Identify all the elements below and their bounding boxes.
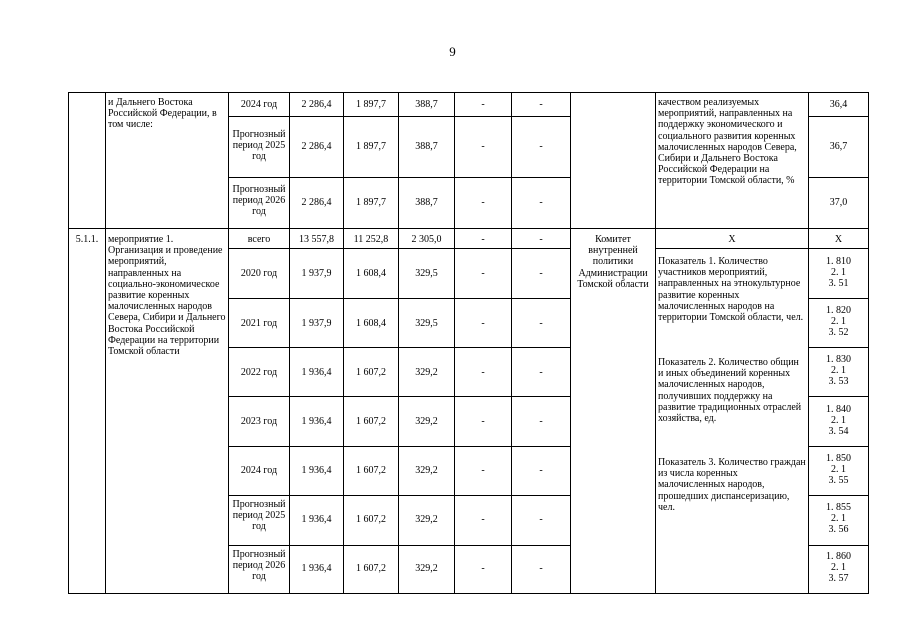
total-cell: 2 286,4 <box>301 141 332 152</box>
year-cell: всего <box>247 234 271 245</box>
regional-cell: 388,7 <box>415 197 438 208</box>
target-line: 2. 1 <box>831 513 846 525</box>
other-cell: - <box>539 268 543 279</box>
local-cell: - <box>481 99 485 110</box>
local-cell: - <box>481 416 485 427</box>
target-values <box>809 453 868 487</box>
program-name-continued: и Дальнего Востока Российской Федерации, в том числе: <box>108 97 217 131</box>
regional-cell: 329,2 <box>415 563 438 574</box>
year-cell: 2023 год <box>240 416 278 427</box>
other-cell: - <box>539 563 543 574</box>
year-cell: 2020 год <box>240 268 278 279</box>
regional-cell: 2 305,0 <box>411 234 442 245</box>
local-cell: - <box>481 197 485 208</box>
target-values <box>809 404 868 438</box>
regional-cell: 329,2 <box>415 514 438 525</box>
local-cell: - <box>481 141 485 152</box>
regional-cell: 329,5 <box>415 268 438 279</box>
regional-cell: 329,2 <box>415 367 438 378</box>
executor-cell: Комитет внутренней политики Администрации Томской области <box>577 234 649 290</box>
target-line: 3. 52 <box>828 327 849 339</box>
total-cell: 13 557,8 <box>299 234 334 245</box>
regional-cell: 329,5 <box>415 318 438 329</box>
target-line: 3. 55 <box>828 475 849 487</box>
target-value: 36,4 <box>829 99 848 110</box>
item-number: 5.1.1. <box>75 234 99 245</box>
indicator-x: X <box>728 234 736 245</box>
federal-cell: 1 607,2 <box>356 416 386 427</box>
federal-cell: 1 608,4 <box>356 318 386 329</box>
target-line: 2. 1 <box>831 464 846 476</box>
other-cell: - <box>539 99 543 110</box>
target-values <box>809 502 868 536</box>
target-line: 1. 840 <box>826 404 851 415</box>
local-cell: - <box>481 465 485 476</box>
other-cell: - <box>539 197 543 208</box>
total-cell: 2 286,4 <box>301 99 332 110</box>
year-cell: 2021 год <box>240 318 278 329</box>
federal-cell: 1 897,7 <box>356 141 386 152</box>
total-cell: 1 937,9 <box>301 268 332 279</box>
target-values <box>809 551 868 585</box>
target-values <box>809 354 868 388</box>
year-cell: 2024 год <box>240 99 278 110</box>
other-cell: - <box>539 234 543 245</box>
indicator-2: Показатель 2. Количество общин и иных объединений коренных малочисленных народов, получивших поддержку на развитие традиционных отраслей хозяйства, ед. <box>658 357 802 425</box>
target-line: 3. 57 <box>828 573 849 585</box>
other-cell: - <box>539 367 543 378</box>
target-value: 37,0 <box>829 197 848 208</box>
year-cell: Прогнозный период 2025 год <box>232 129 286 163</box>
local-cell: - <box>481 318 485 329</box>
total-cell: 1 936,4 <box>301 465 332 476</box>
total-cell: 1 937,9 <box>301 318 332 329</box>
year-cell: 2024 год <box>240 465 278 476</box>
other-cell: - <box>539 465 543 476</box>
total-cell: 2 286,4 <box>301 197 332 208</box>
local-cell: - <box>481 514 485 525</box>
regional-cell: 388,7 <box>415 99 438 110</box>
target-line: 2. 1 <box>831 267 846 279</box>
other-cell: - <box>539 416 543 427</box>
target-values <box>809 256 868 290</box>
total-cell: 1 936,4 <box>301 563 332 574</box>
regional-cell: 329,2 <box>415 465 438 476</box>
target-line: 1. 855 <box>826 502 851 513</box>
target-x: X <box>834 234 843 245</box>
target-value: 36,7 <box>829 141 848 152</box>
target-line: 3. 53 <box>828 376 849 388</box>
indicator-1: Показатель 1. Количество участников мероприятий, направленных на этнокультурное развитие коренных малочисленных народов на территории Томской области, чел. <box>658 256 804 324</box>
federal-cell: 1 897,7 <box>356 99 386 110</box>
federal-cell: 1 607,2 <box>356 465 386 476</box>
federal-cell: 1 897,7 <box>356 197 386 208</box>
indicator-3: Показатель 3. Количество граждан из числа коренных малочисленных народов, прошедших диспансеризацию, чел. <box>658 457 806 513</box>
federal-cell: 1 607,2 <box>356 367 386 378</box>
regional-cell: 388,7 <box>415 141 438 152</box>
local-cell: - <box>481 563 485 574</box>
regional-cell: 329,2 <box>415 416 438 427</box>
measure-name: мероприятие 1. Организация и проведение мероприятий, направленных на социально-экономическое развитие коренных малочисленных народов Севера, Сибири и Дальнего Востока Российской Федерации на территории Томской области <box>108 234 226 358</box>
other-cell: - <box>539 141 543 152</box>
target-line: 1. 830 <box>826 354 851 365</box>
target-values <box>809 305 868 339</box>
total-cell: 1 936,4 <box>301 416 332 427</box>
page-number: 9 <box>449 44 456 59</box>
other-cell: - <box>539 514 543 525</box>
target-line: 1. 850 <box>826 453 851 464</box>
target-line: 2. 1 <box>831 415 846 427</box>
year-cell: Прогнозный период 2026 год <box>232 184 286 218</box>
target-line: 1. 820 <box>826 305 851 316</box>
target-line: 3. 51 <box>828 278 849 290</box>
federal-cell: 1 608,4 <box>356 268 386 279</box>
total-cell: 1 936,4 <box>301 367 332 378</box>
total-cell: 1 936,4 <box>301 514 332 525</box>
year-cell: 2022 год <box>240 367 278 378</box>
target-line: 2. 1 <box>831 316 846 328</box>
target-line: 3. 56 <box>828 524 849 536</box>
local-cell: - <box>481 268 485 279</box>
target-line: 1. 860 <box>826 551 851 562</box>
local-cell: - <box>481 367 485 378</box>
year-cell: Прогнозный период 2026 год <box>232 549 286 583</box>
target-line: 2. 1 <box>831 365 846 377</box>
year-cell: Прогнозный период 2025 год <box>232 499 286 533</box>
target-line: 2. 1 <box>831 562 846 574</box>
federal-cell: 1 607,2 <box>356 514 386 525</box>
other-cell: - <box>539 318 543 329</box>
local-cell: - <box>481 234 485 245</box>
target-line: 1. 810 <box>826 256 851 267</box>
federal-cell: 11 252,8 <box>353 234 389 245</box>
federal-cell: 1 607,2 <box>356 563 386 574</box>
target-line: 3. 54 <box>828 426 849 438</box>
indicator-text: качеством реализуемых мероприятий, направленных на поддержку экономического и социального развития коренных малочисленных народов Севера, Сибири и Дальнего Востока Российской Федерации на территории Томской области, % <box>658 97 797 187</box>
